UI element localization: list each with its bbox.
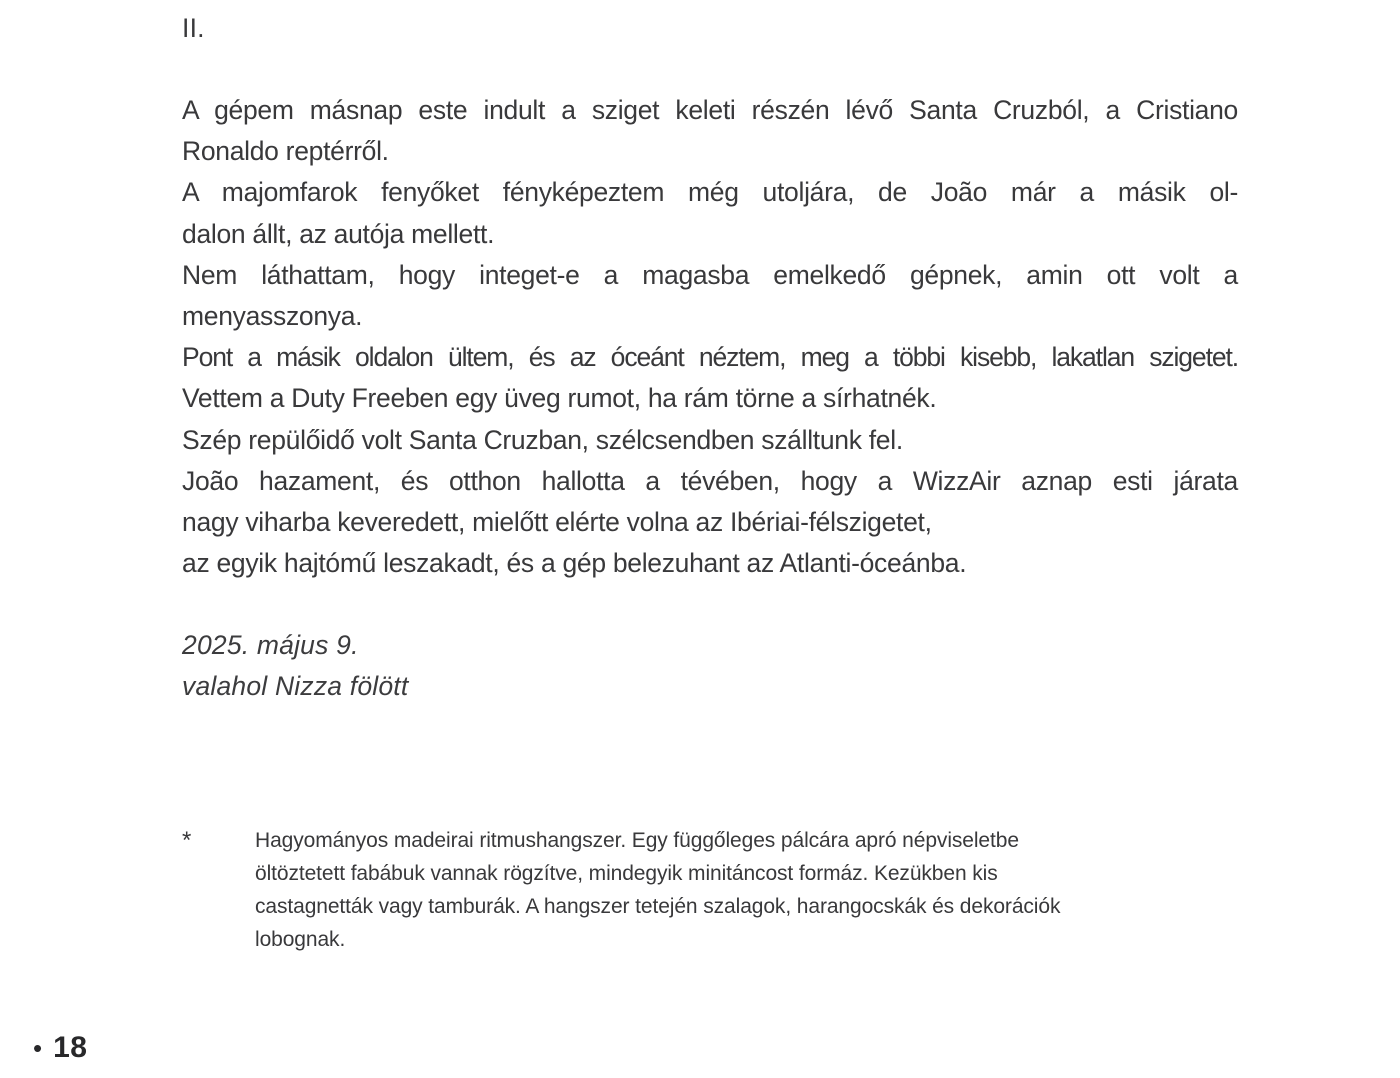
body-line: menyasszonya.: [182, 301, 363, 332]
body-line: Pont a másik oldalon ültem, és az óceánt néztem, meg a többi kisebb, lakatlan szigetet.: [182, 342, 1238, 373]
body-line: dalon állt, az autója mellett.: [182, 218, 495, 249]
body-line: az egyik hajtómű leszakadt, és a gép belezuhant az Atlanti-óceánba.: [182, 548, 967, 579]
body-line: João hazament, és otthon hallotta a tévében, hogy a WizzAir aznap esti járata: [182, 465, 1238, 496]
footnote-text: [255, 824, 1192, 956]
body-line: Ronaldo reptérről.: [182, 136, 389, 167]
body-line: Vettem a Duty Freeben egy üveg rumot, ha rám törne a sírhatnék.: [182, 383, 937, 414]
footnote: [182, 824, 1192, 956]
page-number: [33, 1030, 87, 1066]
footnote-line: lobognak.: [255, 928, 346, 951]
footnote-asterisk-marker: *: [182, 827, 192, 854]
date-signature-block: [182, 625, 408, 707]
body-line: A gépem másnap este indult a sziget keleti részén lévő Santa Cruzból, a Cristiano: [182, 95, 1238, 125]
footnote-line: Hagyományos madeirai ritmushangszer. Egy függőleges pálcára apró népviseletbe: [255, 829, 1019, 852]
body-line: nagy viharba keveredett, mielőtt elérte volna az Ibériai-félszigetet,: [182, 507, 932, 538]
body-line: Nem láthattam, hogy integet-e a magasba emelkedő gépnek, amin ott volt a: [182, 259, 1238, 290]
section-numeral: II.: [182, 13, 205, 43]
body-line: A majomfarok fenyőket fényképeztem még utoljára, de João már a másik ol-: [182, 177, 1238, 208]
body-text-column: [182, 90, 1238, 584]
signature-date: 2025. május 9.: [182, 630, 359, 660]
page-number-bullet-icon: •: [33, 1033, 43, 1063]
signature-place: valahol Nizza fölött: [182, 671, 409, 702]
page-number-value: 18: [53, 1031, 88, 1064]
footnote-line: öltöztetett fabábuk vannak rögzítve, mindegyik minitáncost formáz. Kezükben kis: [255, 862, 998, 885]
body-line: Szép repülőidő volt Santa Cruzban, szélcsendben szálltunk fel.: [182, 424, 903, 455]
footnote-line: castagnetták vagy tamburák. A hangszer tetején szalagok, harangocskák és dekorációk: [255, 895, 1061, 918]
